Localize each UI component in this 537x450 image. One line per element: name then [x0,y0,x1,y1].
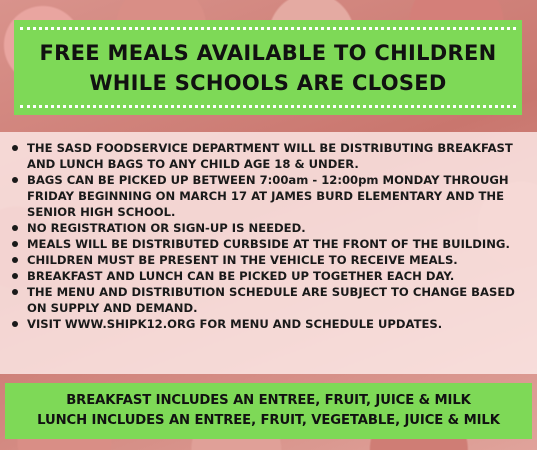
list-item [8,252,525,268]
list-item [8,220,525,236]
bullet-icon [12,225,18,231]
breakfast-contents: BREAKFAST INCLUDES AN ENTREE, FRUIT, JUICE & MILK [66,393,471,408]
bullet-icon [12,177,18,183]
list-item-text: BAGS CAN BE PICKED UP BETWEEN 7:00am - 12:00pm MONDAY THROUGH FRIDAY BEGINNING ON MARCH 17 AT JAMES BURD ELEMENTARY AND THE SENIOR HIGH SCHOOL. [27,173,509,219]
bullet-icon [12,289,18,295]
list-item [8,140,525,172]
bullet-icon [12,257,18,263]
bullet-icon [12,273,18,279]
list-item-text: CHILDREN MUST BE PRESENT IN THE VEHICLE TO RECEIVE MEALS. [27,253,458,267]
meal-contents-banner [5,383,532,439]
list-item-text: BREAKFAST AND LUNCH CAN BE PICKED UP TOGETHER EACH DAY. [27,269,455,283]
list-item [8,236,525,252]
list-item-text: NO REGISTRATION OR SIGN-UP IS NEEDED. [27,221,306,235]
bullet-icon [12,145,18,151]
list-item [8,284,525,316]
info-list [8,140,525,332]
headline-line-2: WHILE SCHOOLS ARE CLOSED [89,70,447,95]
headline-banner [14,20,522,115]
bullet-icon [12,321,18,327]
list-item [8,172,525,220]
info-panel [0,132,537,374]
headline-line-1: FREE MEALS AVAILABLE TO CHILDREN [39,40,497,65]
list-item [8,316,525,332]
list-item-text: MEALS WILL BE DISTRIBUTED CURBSIDE AT THE FRONT OF THE BUILDING. [27,237,510,251]
list-item-text: THE MENU AND DISTRIBUTION SCHEDULE ARE SUBJECT TO CHANGE BASED ON SUPPLY AND DEMAND. [27,285,515,315]
bullet-icon [12,241,18,247]
lunch-contents: LUNCH INCLUDES AN ENTREE, FRUIT, VEGETABLE, JUICE & MILK [37,413,500,428]
list-item [8,268,525,284]
list-item-text: VISIT WWW.SHIPK12.ORG FOR MENU AND SCHEDULE UPDATES. [27,317,443,331]
list-item-text: THE SASD FOODSERVICE DEPARTMENT WILL BE DISTRIBUTING BREAKFAST AND LUNCH BAGS TO ANY CHILD AGE 18 & UNDER. [27,141,513,171]
